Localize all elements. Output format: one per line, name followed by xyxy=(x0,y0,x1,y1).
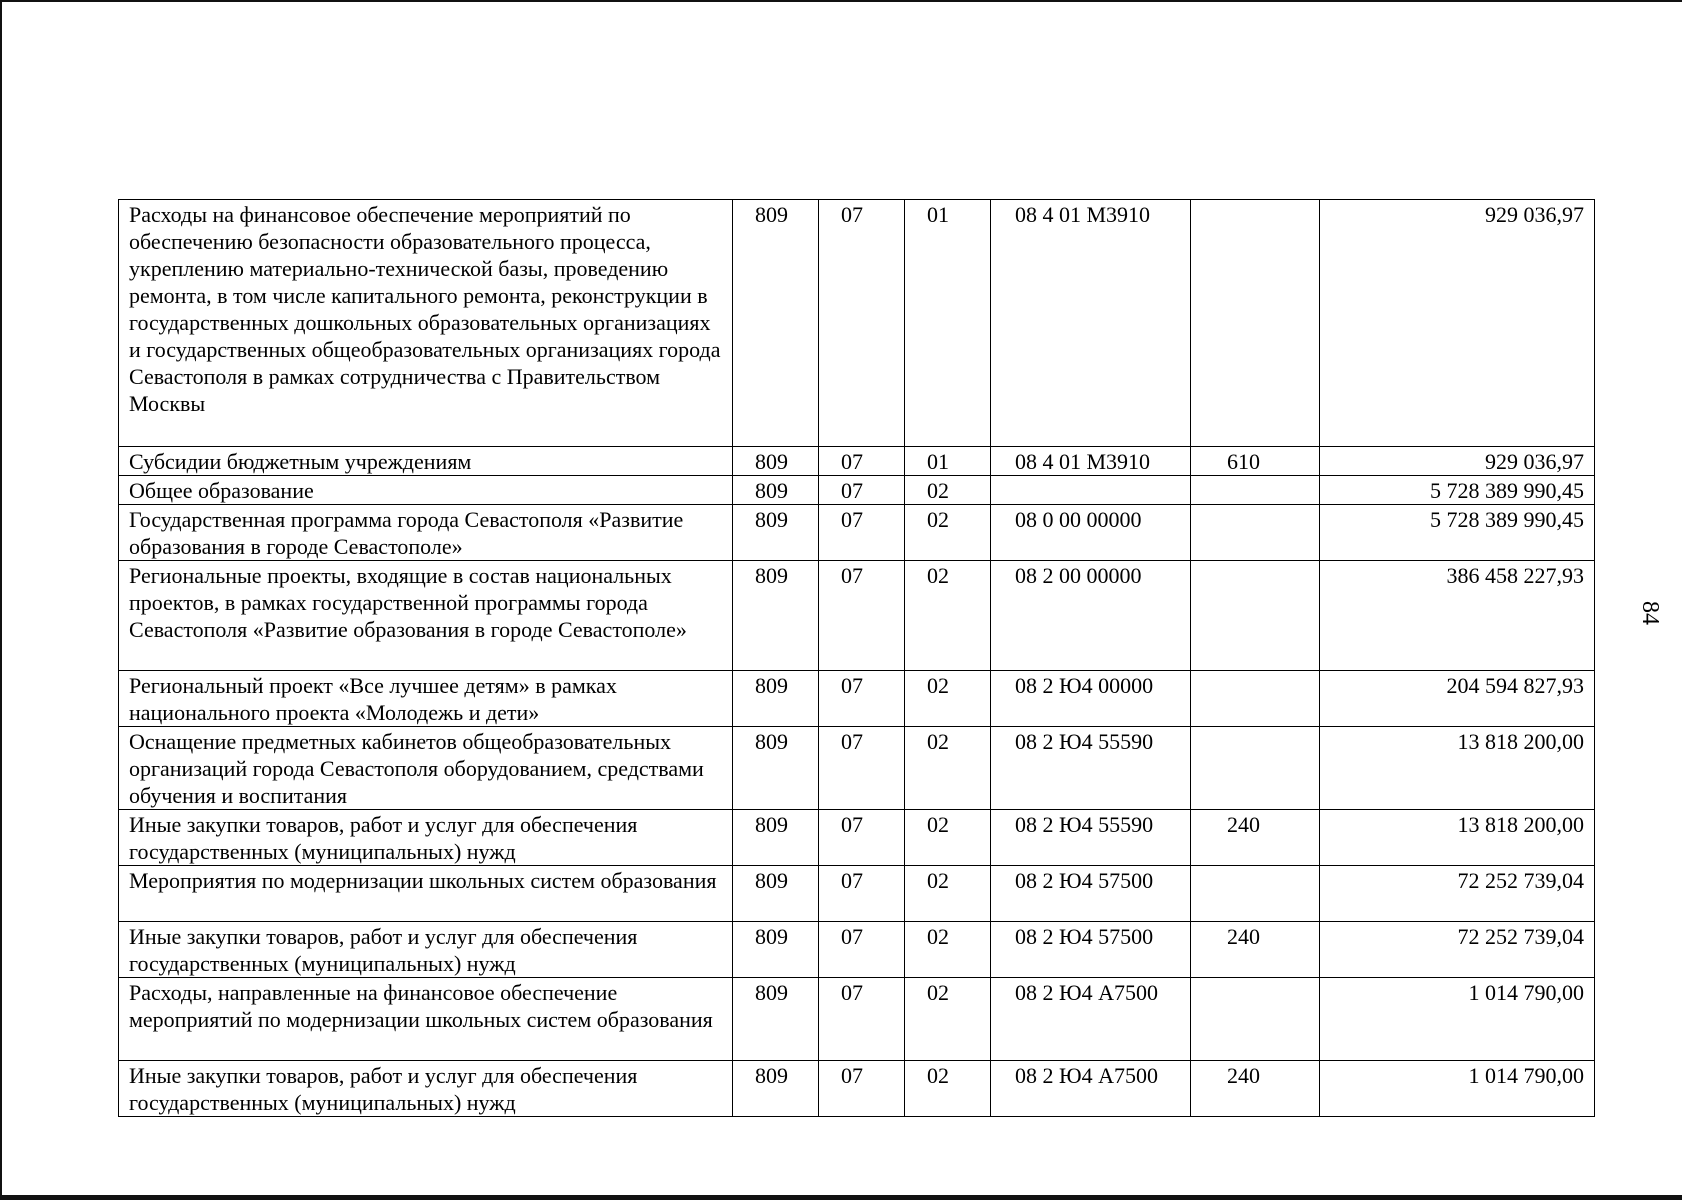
row-subsection: 02 xyxy=(905,727,991,810)
table-row xyxy=(119,866,1595,922)
row-name: Региональный проект «Все лучшее детям» в рамках национального проекта «Молодежь и дети» xyxy=(119,671,733,727)
row-amount: 13 818 200,00 xyxy=(1320,810,1595,866)
row-grbs: 809 xyxy=(733,671,819,727)
row-name: Иные закупки товаров, работ и услуг для обеспечения государственных (муниципальных) нужд xyxy=(119,922,733,978)
row-amount: 1 014 790,00 xyxy=(1320,978,1595,1061)
row-section: 07 xyxy=(819,200,905,447)
row-expense-type: 240 xyxy=(1191,810,1320,866)
row-grbs: 809 xyxy=(733,447,819,476)
row-target-article: 08 2 Ю4 А7500 xyxy=(991,1061,1191,1117)
table-row xyxy=(119,200,1595,447)
row-name: Субсидии бюджетным учреждениям xyxy=(119,447,733,476)
row-subsection: 02 xyxy=(905,978,991,1061)
row-amount: 72 252 739,04 xyxy=(1320,922,1595,978)
row-section: 07 xyxy=(819,866,905,922)
row-subsection: 02 xyxy=(905,866,991,922)
row-expense-type xyxy=(1191,476,1320,505)
row-subsection: 02 xyxy=(905,476,991,505)
row-grbs: 809 xyxy=(733,866,819,922)
row-target-article: 08 4 01 М3910 xyxy=(991,200,1191,447)
row-subsection: 02 xyxy=(905,922,991,978)
row-name: Расходы, направленные на финансовое обеспечение мероприятий по модернизации школьных систем образования xyxy=(119,978,733,1061)
table-row xyxy=(119,476,1595,505)
row-subsection: 02 xyxy=(905,1061,991,1117)
row-expense-type xyxy=(1191,505,1320,561)
row-target-article: 08 2 Ю4 55590 xyxy=(991,727,1191,810)
row-amount: 5 728 389 990,45 xyxy=(1320,505,1595,561)
row-target-article: 08 2 Ю4 57500 xyxy=(991,866,1191,922)
row-grbs: 809 xyxy=(733,476,819,505)
row-expense-type xyxy=(1191,200,1320,447)
row-amount: 72 252 739,04 xyxy=(1320,866,1595,922)
row-subsection: 01 xyxy=(905,447,991,476)
row-subsection: 02 xyxy=(905,810,991,866)
row-expense-type: 610 xyxy=(1191,447,1320,476)
row-grbs: 809 xyxy=(733,1061,819,1117)
scan-edge-left xyxy=(0,0,2,1200)
row-section: 07 xyxy=(819,1061,905,1117)
row-name: Мероприятия по модернизации школьных систем образования xyxy=(119,866,733,922)
row-grbs: 809 xyxy=(733,200,819,447)
row-section: 07 xyxy=(819,810,905,866)
row-expense-type xyxy=(1191,978,1320,1061)
row-target-article: 08 0 00 00000 xyxy=(991,505,1191,561)
row-name: Иные закупки товаров, работ и услуг для обеспечения государственных (муниципальных) нужд xyxy=(119,1061,733,1117)
row-section: 07 xyxy=(819,476,905,505)
row-section: 07 xyxy=(819,561,905,671)
row-name: Иные закупки товаров, работ и услуг для обеспечения государственных (муниципальных) нужд xyxy=(119,810,733,866)
row-grbs: 809 xyxy=(733,810,819,866)
row-name: Оснащение предметных кабинетов общеобразовательных организаций города Севастополя оборудованием, средствами обучения и воспитания xyxy=(119,727,733,810)
row-expense-type xyxy=(1191,866,1320,922)
scan-edge-top xyxy=(0,0,1682,2)
table-row xyxy=(119,505,1595,561)
table-row xyxy=(119,1061,1595,1117)
row-target-article: 08 4 01 М3910 xyxy=(991,447,1191,476)
row-name: Региональные проекты, входящие в состав национальных проектов, в рамках государственной программы города Севастополя «Развитие образования в городе Севастополе» xyxy=(119,561,733,671)
row-amount: 929 036,97 xyxy=(1320,200,1595,447)
row-subsection: 02 xyxy=(905,505,991,561)
row-subsection: 02 xyxy=(905,561,991,671)
row-expense-type: 240 xyxy=(1191,922,1320,978)
row-name: Общее образование xyxy=(119,476,733,505)
row-expense-type xyxy=(1191,671,1320,727)
row-subsection: 01 xyxy=(905,200,991,447)
row-section: 07 xyxy=(819,922,905,978)
row-name: Государственная программа города Севастополя «Развитие образования в городе Севастополе» xyxy=(119,505,733,561)
row-amount: 386 458 227,93 xyxy=(1320,561,1595,671)
table-row xyxy=(119,727,1595,810)
row-expense-type: 240 xyxy=(1191,1061,1320,1117)
budget-expenditure-table xyxy=(118,199,1595,1117)
table-row xyxy=(119,978,1595,1061)
row-amount: 1 014 790,00 xyxy=(1320,1061,1595,1117)
row-section: 07 xyxy=(819,505,905,561)
table-row xyxy=(119,810,1595,866)
row-expense-type xyxy=(1191,561,1320,671)
row-target-article: 08 2 Ю4 00000 xyxy=(991,671,1191,727)
table-row xyxy=(119,561,1595,671)
row-grbs: 809 xyxy=(733,922,819,978)
row-section: 07 xyxy=(819,727,905,810)
row-grbs: 809 xyxy=(733,505,819,561)
page-number: 84 xyxy=(1637,601,1663,625)
row-amount: 5 728 389 990,45 xyxy=(1320,476,1595,505)
row-grbs: 809 xyxy=(733,561,819,671)
row-target-article: 08 2 Ю4 57500 xyxy=(991,922,1191,978)
table-row xyxy=(119,447,1595,476)
row-grbs: 809 xyxy=(733,727,819,810)
row-section: 07 xyxy=(819,671,905,727)
row-target-article: 08 2 Ю4 А7500 xyxy=(991,978,1191,1061)
row-section: 07 xyxy=(819,447,905,476)
row-subsection: 02 xyxy=(905,671,991,727)
table-row xyxy=(119,922,1595,978)
row-expense-type xyxy=(1191,727,1320,810)
row-target-article: 08 2 00 00000 xyxy=(991,561,1191,671)
row-grbs: 809 xyxy=(733,978,819,1061)
row-target-article: 08 2 Ю4 55590 xyxy=(991,810,1191,866)
row-amount: 204 594 827,93 xyxy=(1320,671,1595,727)
row-section: 07 xyxy=(819,978,905,1061)
row-target-article xyxy=(991,476,1191,505)
row-amount: 13 818 200,00 xyxy=(1320,727,1595,810)
row-name: Расходы на финансовое обеспечение мероприятий по обеспечению безопасности образовательного процесса, укреплению материально-технической базы, проведению ремонта, в том числе капитального ремонта, реконструкции в государственных дошкольных образовательных организациях и государственных общеобразовательных организациях города Севастополя в рамках сотрудничества с Правительством Москвы xyxy=(119,200,733,447)
table-row xyxy=(119,671,1595,727)
row-amount: 929 036,97 xyxy=(1320,447,1595,476)
scan-edge-bottom xyxy=(0,1195,1682,1200)
